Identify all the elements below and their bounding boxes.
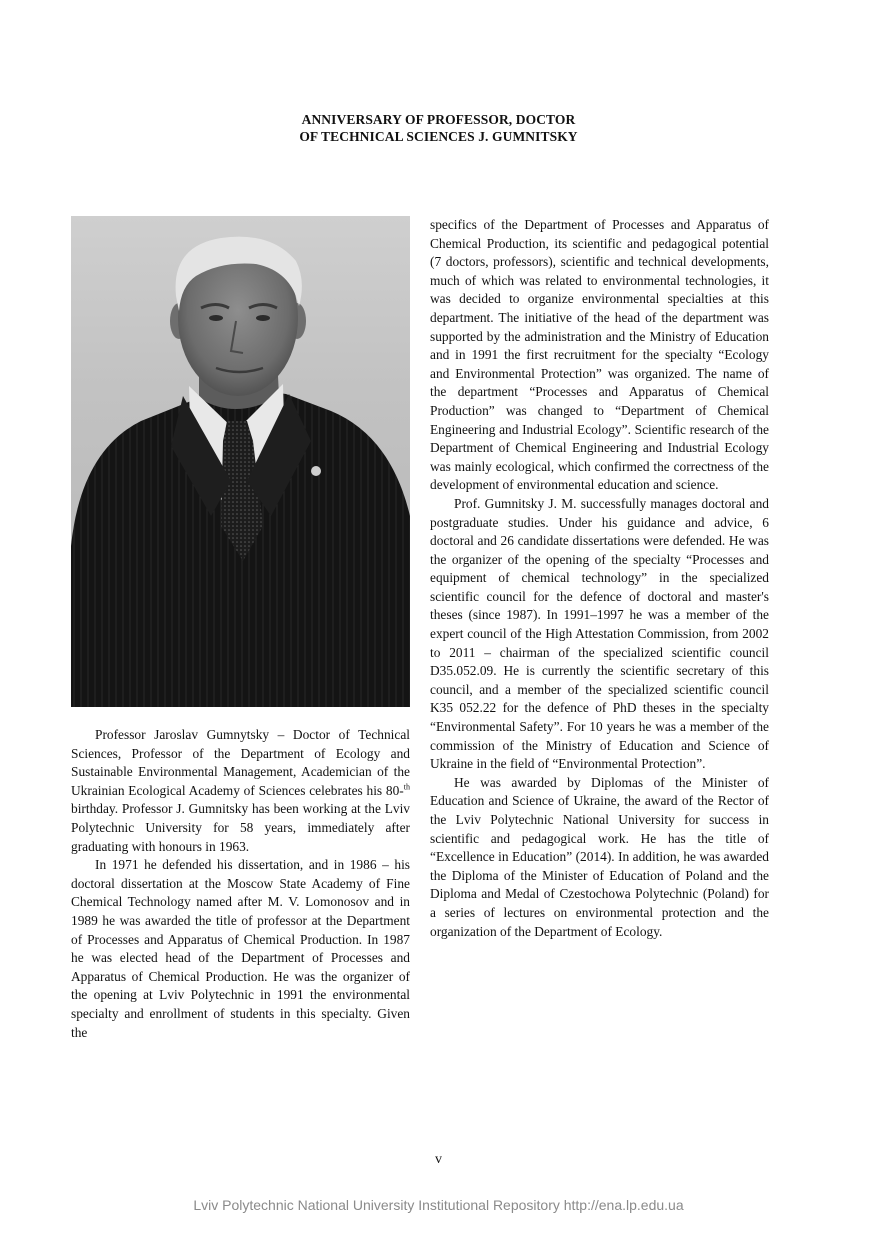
left-text-column <box>71 726 410 1042</box>
portrait-illustration <box>71 216 410 707</box>
superscript: th <box>403 782 410 792</box>
paragraph: In 1971 he defended his dissertation, and in 1986 – his doctoral dissertation at the Moscow State Academy of Fine Chemical Technology named after M. V. Lomonosov and in 1989 he was awarded the title of professor at the Department of Processes and Apparatus of Chemical Production. In 1987 he was elected head of the Department of Processes and Apparatus of Chemical Production. He was the organizer of the opening at Lviv Polytechnic in 1991 the environmental specialty and enrollment of students in this specialty. Given the <box>71 857 410 1040</box>
text-run: Professor Jaroslav Gumnytsky – Doctor of Technical Sciences, Professor of the Department of Ecology and Sustainable Environmental Management, Academician of the Ukrainian Ecological Academy of Sciences celebrates his 80- <box>71 727 410 798</box>
title-line-2: OF TECHNICAL SCIENCES J. GUMNITSKY <box>299 129 578 144</box>
paragraph: specifics of the Department of Processes and Apparatus of Chemical Production, its scientific and pedagogical potential (7 doctors, professors), scientific and technical developments, much of which was related to environmental technologies, it was decided to organize environmental specialties at this department. The initiative of the head of the department was supported by the administration and the Ministry of Education and in 1991 the first recruitment for the specialty “Ecology and Environmental Protection” was organized. The name of the department “Processes and Apparatus of Chemical Production” was changed to “Department of Chemical Engineering and Industrial Ecology”. Scientific research of the Department of Chemical Engineering and Industrial Ecology was mainly ecological, which confirmed the correctness of the development of environmental education and science. <box>430 217 769 493</box>
professor-portrait-photo <box>71 216 410 707</box>
paragraph: Prof. Gumnitsky J. M. successfully manages doctoral and postgraduate studies. Under his guidance and advice, 6 doctoral and 26 candidate dissertations were defended. He was the organizer of the opening of the specialty “Processes and equipment of chemical technology” in the specialized scientific council for the defence of doctoral and master's theses (since 1987). In 1991–1997 he was a member of the expert council of the High Attestation Commission, from 2002 to 2011 – chairman of the specialized scientific council D35.052.09. He is currently the scientific secretary of this council, and a member of the specialized scientific council K35 052.22 for the defence of PhD theses in the specialty “Environmental Safety”. For 10 years he was a member of the commission of the Ministry of Education and Science of Ukraine in the field of “Environmental Protection”. <box>430 495 769 772</box>
article-title <box>0 111 877 145</box>
repository-footer: Lviv Polytechnic National University Institutional Repository http://ena.lp.edu.ua <box>193 1197 684 1213</box>
text-run: birthday. Professor J. Gumnitsky has been working at the Lviv Polytechnic University for 58 years, immediately after graduating with honours in 1963. <box>71 801 410 854</box>
title-line-1: ANNIVERSARY OF PROFESSOR, DOCTOR <box>301 112 576 127</box>
paragraph: He was awarded by Diplomas of the Minister of Education and Science of Ukraine, the award of the Rector of the Lviv Polytechnic National University for success in scientific and pedagogical work. He has the title of “Excellence in Education” (2014). In addition, he was awarded the Diploma of the Minister of Education of Poland and the Diploma and Medal of Czestochowa Polytechnic (Poland) for a series of lectures on environmental protection and the organization of the Department of Ecology. <box>430 774 769 939</box>
right-text-column <box>430 216 769 941</box>
page-number: v <box>435 1152 442 1167</box>
paragraph <box>71 726 410 856</box>
